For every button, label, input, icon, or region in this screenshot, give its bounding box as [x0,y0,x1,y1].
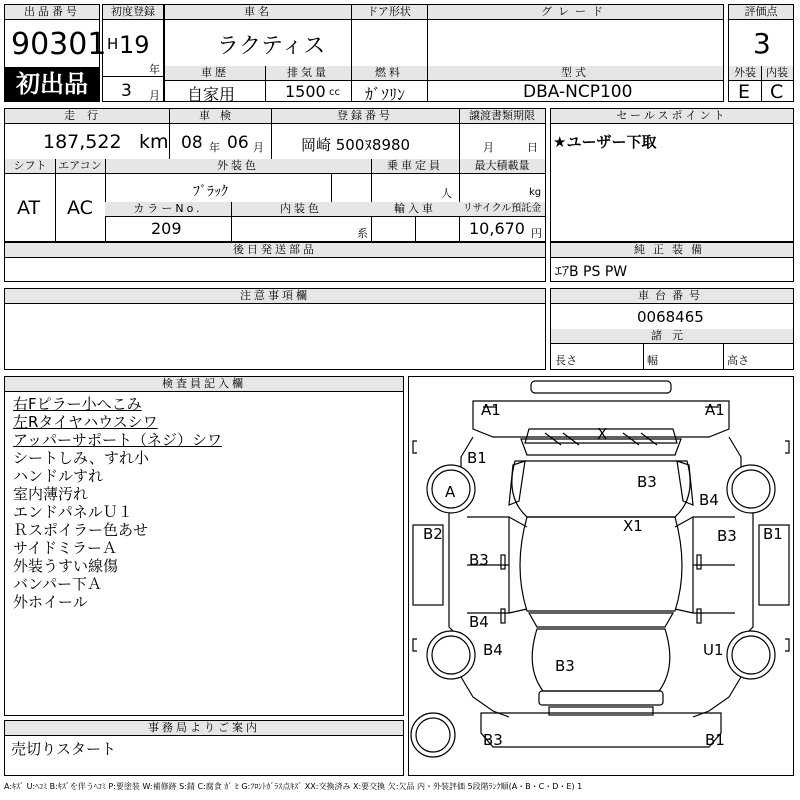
month-unit: 月 [149,89,160,102]
width-label: 幅 [647,354,658,367]
interior-color-unit: 系 [357,227,368,240]
transfer-month-unit: 月 [483,141,494,154]
mark-left-front-wheel: A [445,483,456,501]
inspector-note: 室内薄汚れ [13,485,89,503]
mark-right-side-sill: B1 [763,525,783,543]
load-unit: kg [529,187,542,198]
lot-number: 90301 [11,27,107,62]
first-listing-badge: 初出品 [5,67,99,101]
inspector-note: バンパー下Ａ [13,575,102,593]
mileage-unit: km [139,131,169,153]
shift-value: AT [17,197,41,219]
mark-trunk: B3 [555,657,575,675]
inspector-note: シートしみ、すれ小 [13,449,149,467]
exterior-grade: E [738,81,751,103]
chassis-header: 車台番号 [551,289,793,304]
mark-front-right-corner: A1 [705,401,725,419]
inspector-note: Ｒスポイラー色あせ [13,521,149,539]
inspector-box [4,376,404,716]
plate-value: 岡崎 500ﾇ8980 [301,136,411,154]
lot-number-header: 出品番号 [5,5,99,20]
mark-left-front-fender: B1 [467,449,487,467]
exterior-color-value: ﾌﾞﾗｯｸ [193,184,228,200]
first-registration-month: 3 [121,81,132,101]
displacement-unit: cc [329,87,340,98]
damage-diagram [408,376,794,776]
interior-color-header: 内装色 [231,202,371,217]
mileage-header: 走行 [5,109,169,124]
vehicle-details-grid [4,108,546,242]
inspection-year-unit: 年 [209,141,220,154]
chassis-box [550,288,794,370]
notes-box [4,288,546,370]
displacement-header: 排気量 [265,66,351,81]
first-registration-box [102,4,164,102]
fuel-header: 燃料 [351,66,427,81]
model-header: 型式 [427,66,723,81]
inspection-month: 06 [227,133,249,153]
transfer-header: 譲渡書類期限 [459,109,545,124]
later-parts-header: 後日発送部品 [5,243,545,258]
chassis-number: 0068465 [637,308,704,326]
ac-header: エアコン [55,159,105,174]
inspection-year: 08 [181,133,203,153]
vehicle-info-grid [164,4,724,102]
inspector-note: 外ホイール [13,593,88,611]
capacity-header: 乗車定員 [371,159,459,174]
notes-header: 注意事項欄 [5,289,545,304]
office-note: 売切りスタート [11,740,117,758]
mark-right-rear-quarter: U1 [703,641,724,659]
mark-left-rear-door: B3 [469,551,489,569]
interior-grade: C [770,81,784,103]
capacity-unit: 人 [441,187,452,200]
length-label: 長さ [555,354,577,367]
standard-equipment-value: ｴｱB PS PW [555,264,628,280]
displacement-value: 1500 [285,82,326,101]
recycle-value: 10,670 [469,219,525,238]
inspector-note: 左Rタイヤハウスシワ [13,413,158,431]
mark-hood: B3 [637,473,657,491]
car-name-header: 車名 [165,5,351,20]
ac-value: AC [67,197,93,219]
inspector-header: 検査員記入欄 [5,377,403,392]
later-parts-box [4,242,546,282]
office-header: 事務局よりご案内 [5,721,403,736]
height-label: 高さ [727,354,749,367]
first-registration-header: 初度登録 [103,5,163,20]
mark-left-front-door: B2 [423,525,443,543]
score-value: 3 [753,27,771,60]
standard-equipment-box [550,242,794,282]
lot-number-box [4,4,107,102]
office-box [4,720,404,776]
color-no-header: カラーNo. [105,202,231,217]
dimensions-header: 諸元 [551,329,793,344]
plate-header: 登録番号 [271,109,459,124]
score-header: 評価点 [729,5,793,20]
inspector-note: アッパーサポート（ネジ）シワ [13,431,222,449]
recycle-header: リサイクル預託金 [459,202,545,217]
legend-text: A:ｷｽﾞ U:ﾍｺﾐ B:ｷｽﾞを伴うﾍｺﾐ P:要塗装 W:補修跡 S:錆 C:腐食 ｶﾞ ﾋ G:ﾌﾛﾝﾄｶﾞﾗｽ点ｷｽﾞ XX:交換済み X:要交換 欠:欠品 内・外装評価 5段階ﾗﾝｸ順(A・B・C・D・E) 1 [4,782,583,791]
score-box [728,4,794,102]
selling-point-value: ★ユーザー下取 [553,133,657,151]
mark-windshield: X [597,425,608,443]
standard-equipment-header: 純正装備 [551,243,793,258]
fuel-value: ｶﾞｿﾘﾝ [365,85,406,104]
mark-left-rear-fender: B4 [483,641,503,659]
inspection-header: 車検 [169,109,271,124]
interior-header: 内装 [761,66,793,81]
load-header: 最大積載量 [459,159,545,174]
grade-header: グレード [427,5,723,20]
history-header: 車歴 [165,66,265,81]
inspector-note: 右Fピラー小へこみ [13,395,142,413]
shift-header: シフト [5,159,55,174]
exterior-header: 外装 [729,66,761,81]
mark-left-rear-quarter: B4 [469,613,489,631]
color-no-value: 209 [151,219,182,238]
inspector-note: ハンドルすれ [13,467,104,485]
history-value: 自家用 [187,85,236,104]
first-registration-year: 19 [119,31,150,59]
inspector-note: サイドミラーＡ [13,539,117,557]
mark-rear-right-corner: B1 [705,731,725,749]
mark-roof: X1 [623,517,643,535]
mark-front-left-corner: A1 [481,401,501,419]
transfer-day-unit: 日 [527,141,538,154]
recycle-unit: 円 [531,227,542,240]
exterior-color-header: 外装色 [105,159,371,174]
selling-point-header: セールスポイント [551,109,793,124]
inspector-note: エンドパネルＵ１ [13,503,133,521]
mark-right-front-door: B3 [717,527,737,545]
car-name: ラクティス [217,34,326,59]
inspector-note: 外装うすい線傷 [13,557,119,575]
selling-point-box [550,108,794,242]
mark-right-front-fender: B4 [699,491,719,509]
year-unit: 年 [149,63,160,76]
inspection-month-unit: 月 [253,141,264,154]
import-header: 輸入車 [371,202,459,217]
model-value: DBA-NCP100 [523,82,633,102]
mileage-value: 187,522 [43,131,122,153]
mark-rear-left-corner: B3 [483,731,503,749]
era-prefix: H [107,35,119,53]
door-header: ドア形状 [351,5,427,20]
